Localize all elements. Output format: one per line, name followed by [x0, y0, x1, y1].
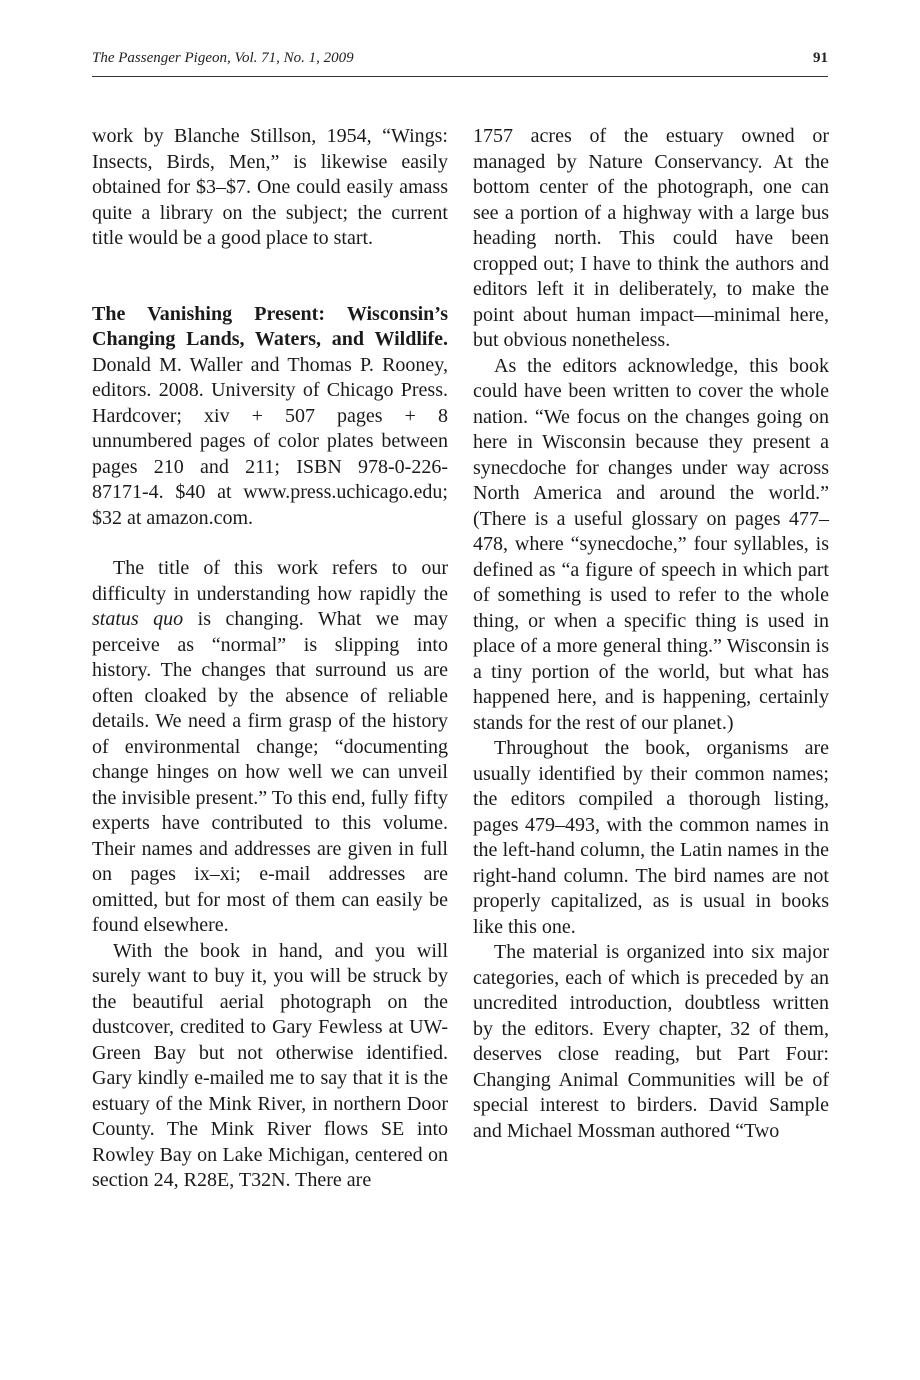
book-review-heading: [92, 302, 448, 532]
book-citation: Donald M. Waller and Thomas P. Rooney, editors. 2008. University of Chicago Press. Hardcover; xiv + 507 pages + 8 unnumbered pages of color plates between pages 210 and 211; ISBN 978-0-226-87171-4. $40 at www.press.uchicago.edu; $32 at amazon.com.: [92, 353, 448, 529]
italic-term: status quo: [92, 608, 184, 630]
page-number: 91: [813, 50, 828, 66]
left-column: [92, 124, 448, 1194]
paragraph-title-meaning: The title of this work refers to our difficulty in understanding how rapidly the status quo is changing. What we may perceive as “normal” is slipping into history. The changes that surround us are often cloaked by the absence of reliable details. We need a firm grasp of the history of environmental change; “documenting change hinges on how well we can unveil the invisible present.” To this end, fully fifty experts have contributed to this volume. Their names and addresses are given in full on pages ix–xi; e-mail addresses are omitted, but for most of them can easily be found elsewhere.: [92, 557, 448, 936]
book-title: The Vanishing Present: Wisconsin’s Changing Lands, Waters, and Wildlife.: [92, 302, 448, 350]
paragraph-categories: The material is organized into six major categories, each of which is preceded by an uncredited introduction, doubtless written by the editors. Every chapter, 32 of them, deserves close reading, but Part Four: Changing Animal Communities will be of special interest to birders. David Sample and Michael Mossman authored “Two: [473, 941, 829, 1142]
paragraph-synecdoche: As the editors acknowledge, this book could have been written to cover the whole nation. “We focus on the changes going on here in Wisconsin because they present a synecdoche for changes under way across North America and around the world.” (There is a useful glossary on pages 477–478, where “synecdoche,” four syllables, is defined as “a figure of speech in which part of something is used to refer to the whole thing, or when a specific thing is used in place of a more general thing.” Wisconsin is a tiny portion of the world, but what has happened here, and is happening, certainly stands for the rest of our planet.): [473, 354, 829, 734]
right-column: [473, 124, 829, 1144]
paragraph-dustcover: With the book in hand, and you will surely want to buy it, you will be struck by the beautiful aerial photograph on the dustcover, credited to Gary Fewless at UW-Green Bay but not otherwise identified. Gary kindly e-mailed me to say that it is the estuary of the Mink River, in northern Door County. The Mink River flows SE into Rowley Bay on Lake Michigan, centered on section 24, R28E, T32N. There are: [92, 939, 448, 1191]
paragraph-common-names: Throughout the book, organisms are usually identified by their common names; the editors compiled a thorough listing, pages 479–493, with the common names in the left-hand column, the Latin names in the right-hand column. The bird names are not properly capitalized, as is usual in books like this one.: [473, 737, 829, 938]
running-header: [92, 50, 828, 77]
journal-citation: The Passenger Pigeon, Vol. 71, No. 1, 2009: [92, 50, 354, 66]
paragraph-continued: work by Blanche Stillson, 1954, “Wings: Insects, Birds, Men,” is likewise easily obtained for $3–$7. One could easily amass quite a library on the subject; the current title would be a good place to start.: [92, 125, 448, 249]
paragraph-estuary: 1757 acres of the estuary owned or managed by Nature Conservancy. At the bottom center of the photograph, one can see a portion of a highway with a large bus heading north. This could have been cropped out; I have to think the authors and editors left it in deliberately, to make the point about human impact—minimal here, but obvious nonetheless.: [473, 125, 829, 351]
